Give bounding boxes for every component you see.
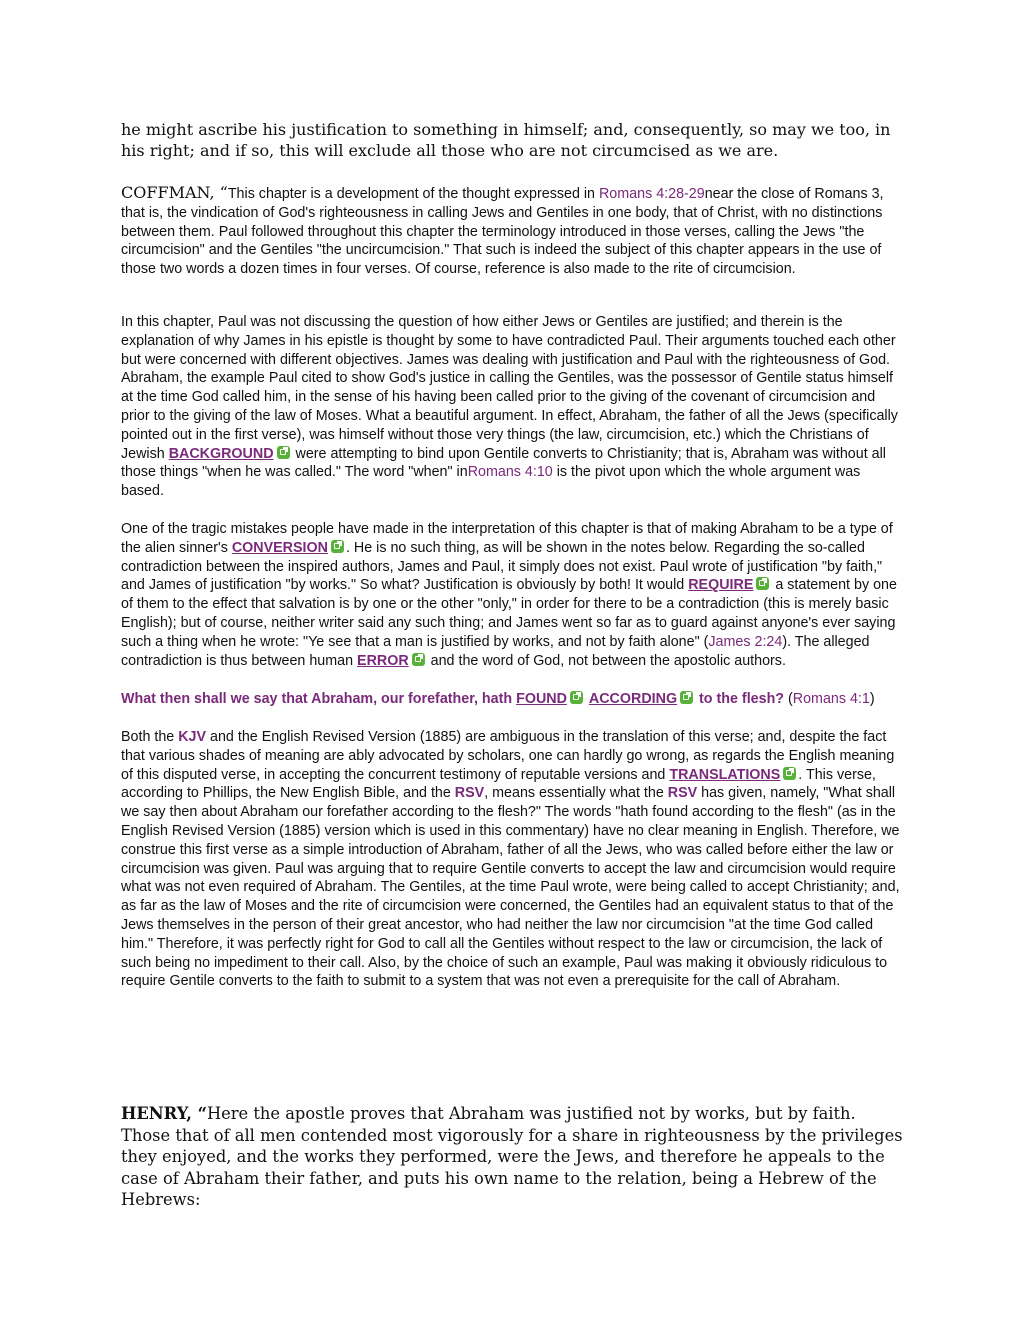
keyword-link-conversion[interactable]: CONVERSION xyxy=(231,539,328,556)
coffman-p4-text-b: and the English Revised Version (1885) are ambiguous in the translation of this verse; and, despite the fact that various shades of meaning are ably advocated by scholars, one can hardly go wrong, as regards the English meaning of this disputed verse, in accepting the concurrent testimony of reputable versions and xyxy=(121,729,895,783)
rsv-label: RSV xyxy=(667,785,698,802)
coffman-p4-text-a: Both the xyxy=(121,729,179,745)
henry-label: HENRY, “ xyxy=(121,1104,207,1123)
coffman-p3-text-d: ). The alleged contradiction is thus between human xyxy=(121,633,870,669)
coffman-p2-text-b: were attempting to bind upon Gentile converts to Christianity; that is, Abraham was without all those things "when he was called." The word "when" in xyxy=(121,445,886,481)
coffman-p4-text-e: has given, namely, "What shall we say then about Abraham our forefather according to the flesh?" The words "hath found according to the flesh" (as in the English Revised Version (1885) version which is used in this commentary) have no clear meaning in English. Therefore, we construe this first verse as a simple introduction of Abraham, father of all the Jews, who was called before either the law or circumcision was given. Paul was arguing that to require Gentile converts to accept the law and circumcision would require what was not even required of Abraham. The Gentiles, at the time Paul wrote, were being called to accept Christianity; and, as far as the law of Moses and the rite of circumcision were concerned, the Gentiles had an equivalent status to that of the Jews themselves in the person of their great ancestor, who had neither the law nor circumcision "at the time God called him." Therefore, it was perfectly right for God to call all the Gentiles without respect to the law or circumcision, the lack of such being no impediment to their call. Also, by the choice of such an example, Paul was making it obviously ridiculous to require Gentile converts to the faith to submit to a system that was not even a prerequisite for the call of Abraham. xyxy=(121,785,900,990)
external-link-icon[interactable] xyxy=(756,577,769,590)
coffman-p1-text-b: near the close of Romans 3, that is, the vindication of God's righteousness in calling Jews and Gentiles in one body, that of Christ, with no distinctions between them. Paul followed throughout this chapter the terminology introduced in those verses, calling the Jews "the circumcision" and the Gentiles "the uncircumcision." That such is indeed the subject of this chapter appears in the use of those two words a dozen times in four verses. Of course, reference is also made to the rite of circumcision. xyxy=(121,186,884,278)
scripture-quote xyxy=(121,690,904,709)
ref-romans-4-1[interactable]: Romans 4:1 xyxy=(792,691,870,707)
coffman-p3-text-e: and the word of God, not between the apostolic authors. xyxy=(426,652,786,669)
coffman-p3-text-b: . He is no such thing, as will be shown in the notes below. Regarding the so-called contradiction between the inspired authors, James and Paul, it simply does not exist. Paul wrote of justification "by faith," and James of justification "by works." So what? Justification is obviously by both! It would xyxy=(121,539,883,594)
keyword-link-translations[interactable]: TRANSLATIONS xyxy=(669,766,781,783)
external-link-icon[interactable] xyxy=(277,446,290,459)
keyword-link-according[interactable]: ACCORDING xyxy=(588,691,678,707)
coffman-paragraph-1 xyxy=(121,184,904,279)
external-link-icon[interactable] xyxy=(570,691,583,704)
external-link-icon[interactable] xyxy=(680,691,693,704)
intro-text: he might ascribe his justification to something in himself; and, consequently, so may we too, in his right; and if so, this will exclude all those who are not circumcised as we are. xyxy=(121,120,891,160)
henry-text: Here the apostle proves that Abraham was justified not by works, but by faith. Those that of all men contended most vigorously for a share in righteousness by the privileges they enjoyed, and the works they performed, were the Jews, and therefore he appeals to the case of Abraham their father, and puts his own name to the relation, being a Hebrew of the Hebrews: xyxy=(121,1104,903,1209)
coffman-paragraph-2 xyxy=(121,313,904,501)
external-link-icon[interactable] xyxy=(331,540,344,553)
keyword-link-found[interactable]: FOUND xyxy=(516,691,567,707)
ref-james-2-24[interactable]: James 2:24 xyxy=(708,633,783,650)
coffman-paragraph-4 xyxy=(121,728,904,991)
keyword-link-error[interactable]: ERROR xyxy=(357,652,409,669)
kjv-label: KJV xyxy=(178,729,207,745)
keyword-link-background[interactable]: BACKGROUND xyxy=(168,445,274,462)
external-link-icon[interactable] xyxy=(412,653,425,666)
coffman-p3-text-c: a statement by one of them to the effect that salvation is by one or the other "only," in order for there to be a contradiction (this is merely basic English); but of course, neither writer said any such thing; and James went so far as to guard against anyone's ever saying such a thing when he wrote: "Ye see that a man is justified by works, and not by faith alone" ( xyxy=(121,577,897,650)
coffman-p2-text-c: is the pivot upon which the whole argument was based. xyxy=(121,464,861,500)
rsv-label: RSV xyxy=(454,785,485,802)
coffman-p4-text-c: . This verse, according to Phillips, the New English Bible, and the xyxy=(121,766,876,802)
quote-text-a: What then shall we say that Abraham, our forefather, hath xyxy=(121,691,517,707)
coffman-paragraph-3 xyxy=(121,520,904,670)
coffman-label: COFFMAN, “ xyxy=(121,183,228,202)
quote-text-b: to the flesh? xyxy=(695,691,785,707)
ref-romans-4-28-29[interactable]: Romans 4:28-29 xyxy=(598,186,705,202)
coffman-p4-text-d: , means essentially what the xyxy=(484,785,668,802)
coffman-p3-text-a: One of the tragic mistakes people have made in the interpretation of this chapter is that of making Abraham to be a type of the alien sinner's xyxy=(121,521,893,556)
ref-romans-4-10[interactable]: Romans 4:10 xyxy=(467,464,553,481)
coffman-p1-text-a: This chapter is a development of the thought expressed in xyxy=(227,186,599,202)
intro-paragraph xyxy=(121,119,904,161)
henry-paragraph xyxy=(121,1103,904,1211)
coffman-p2-text-a: In this chapter, Paul was not discussing the question of how either Jews or Gentiles are justified; and therein is the explanation of why James in his epistle is thought by some to have contradicted Paul. Their arguments touched each other but were concerned with different objectives. James was dealing with justification and Paul with the righteousness of God. Abraham, the example Paul cited to show God's justice in calling the Gentiles, was the possessor of Gentile status himself at the time God called him, in the sense of his having been called prior to the giving of the covenant of circumcision and prior to the giving of the law of Moses. What a beautiful argument. In effect, Abraham, the father of all the Jews (specifically pointed out in the first verse), was himself without those very things (the law, circumcision, etc.) which the Christians of Jewish xyxy=(121,314,898,462)
quote-ref-close: ) xyxy=(869,691,875,707)
keyword-link-require[interactable]: REQUIRE xyxy=(688,577,754,594)
external-link-icon[interactable] xyxy=(783,767,796,780)
quote-ref-open: ( xyxy=(784,691,793,707)
